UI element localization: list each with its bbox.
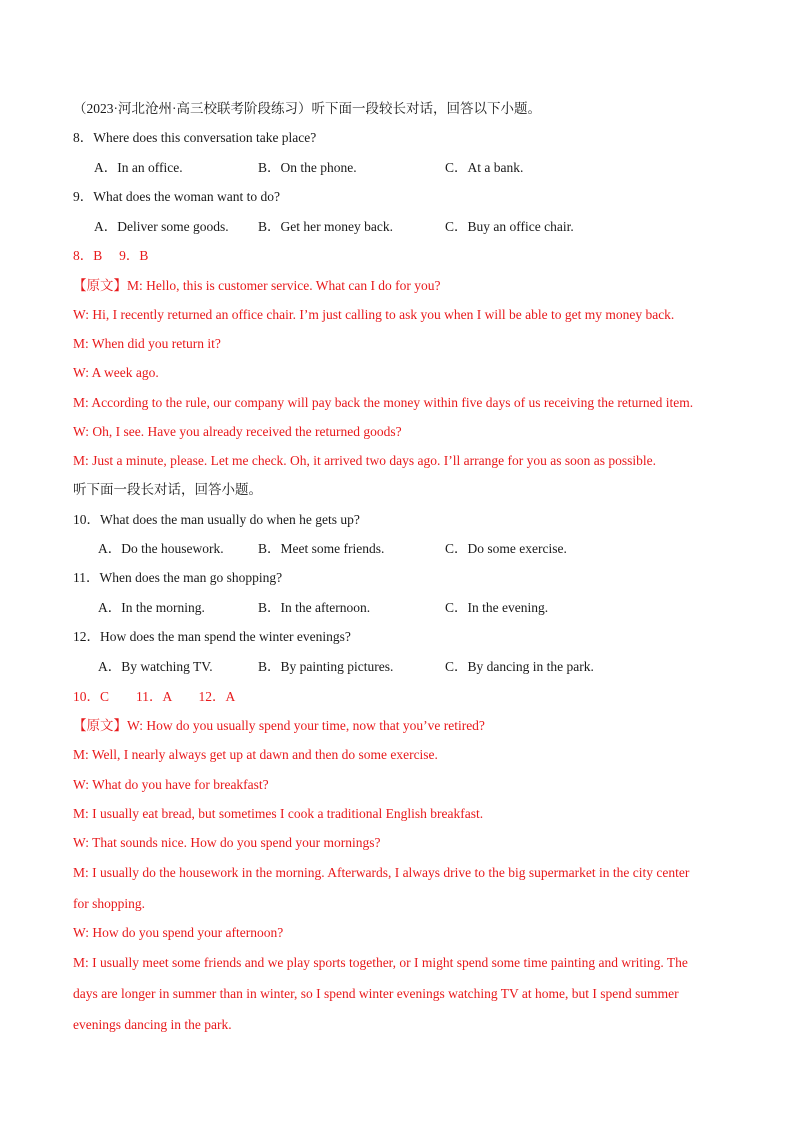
question-8-stem: 8．Where does this conversation take place? <box>73 130 317 145</box>
transcript-line: W: Hi, I recently returned an office chair. I’m just calling to ask you when I will be able to get my money back. <box>73 307 675 322</box>
section2-intro: 听下面一段长对话，回答小题。 <box>73 482 262 497</box>
transcript-line: W: What do you have for breakfast? <box>73 777 269 792</box>
transcript-line: W: That sounds nice. How do you spend your mornings? <box>73 835 381 850</box>
q11-option-a: A．In the morning. <box>98 600 205 615</box>
transcript-line: M: I usually do the housework in the morning. Afterwards, I always drive to the big supermarket in the city center <box>73 865 690 880</box>
answers-10-12: 10．C 11．A 12．A <box>73 689 236 704</box>
transcript-line: M: I usually meet some friends and we play sports together, or I might spend some time painting and writing. The <box>73 955 688 970</box>
q8-option-c: C．At a bank. <box>445 160 524 175</box>
q9-option-b: B．Get her money back. <box>258 219 393 234</box>
transcript-line: M: I usually eat bread, but sometimes I cook a traditional English breakfast. <box>73 806 484 821</box>
question-10-stem: 10．What does the man usually do when he gets up? <box>73 512 360 527</box>
question-9-stem: 9．What does the woman want to do? <box>73 189 280 204</box>
q10-option-b: B．Meet some friends. <box>258 541 385 556</box>
transcript-text: M: Hello, this is customer service. What can I do for you? <box>127 278 441 293</box>
answers-8-9: 8．B 9．B <box>73 248 149 263</box>
transcript-line: W: Oh, I see. Have you already received the returned goods? <box>73 424 402 439</box>
transcript-tag: 【原文】 <box>73 718 127 733</box>
question-11-stem: 11．When does the man go shopping? <box>73 570 283 585</box>
q8-option-a: A．In an office. <box>94 160 183 175</box>
q12-option-b: B．By painting pictures. <box>258 659 394 674</box>
transcript-line <box>73 717 733 735</box>
q9-option-a: A．Deliver some goods. <box>94 219 229 234</box>
q11-option-b: B．In the afternoon. <box>258 600 371 615</box>
transcript-line <box>73 277 733 295</box>
question-12-stem: 12．How does the man spend the winter evenings? <box>73 629 351 644</box>
transcript-line: M: Well, I nearly always get up at dawn and then do some exercise. <box>73 747 438 762</box>
transcript-line: M: According to the rule, our company will pay back the money within five days of us receiving the returned item. <box>73 395 694 410</box>
transcript-line: for shopping. <box>73 896 145 911</box>
q10-option-a: A．Do the housework. <box>98 541 224 556</box>
transcript-tag: 【原文】 <box>73 278 127 293</box>
transcript-line: M: When did you return it? <box>73 336 221 351</box>
transcript-text: W: How do you usually spend your time, now that you’ve retired? <box>127 718 485 733</box>
transcript-line: days are longer in summer than in winter, so I spend winter evenings watching TV at home, but I spend summer <box>73 986 679 1001</box>
q10-option-c: C．Do some exercise. <box>445 541 567 556</box>
q12-option-a: A．By watching TV. <box>98 659 213 674</box>
transcript-line: W: A week ago. <box>73 365 159 380</box>
transcript-line: M: Just a minute, please. Let me check. Oh, it arrived two days ago. I’ll arrange for you as soon as possible. <box>73 453 656 468</box>
q9-option-c: C．Buy an office chair. <box>445 219 574 234</box>
transcript-line: W: How do you spend your afternoon? <box>73 925 284 940</box>
q8-option-b: B．On the phone. <box>258 160 357 175</box>
section-header: （2023·河北沧州·高三校联考阶段练习）听下面一段较长对话，回答以下小题。 <box>73 101 541 116</box>
q12-option-c: C．By dancing in the park. <box>445 659 594 674</box>
q11-option-c: C．In the evening. <box>445 600 549 615</box>
transcript-line: evenings dancing in the park. <box>73 1017 232 1032</box>
